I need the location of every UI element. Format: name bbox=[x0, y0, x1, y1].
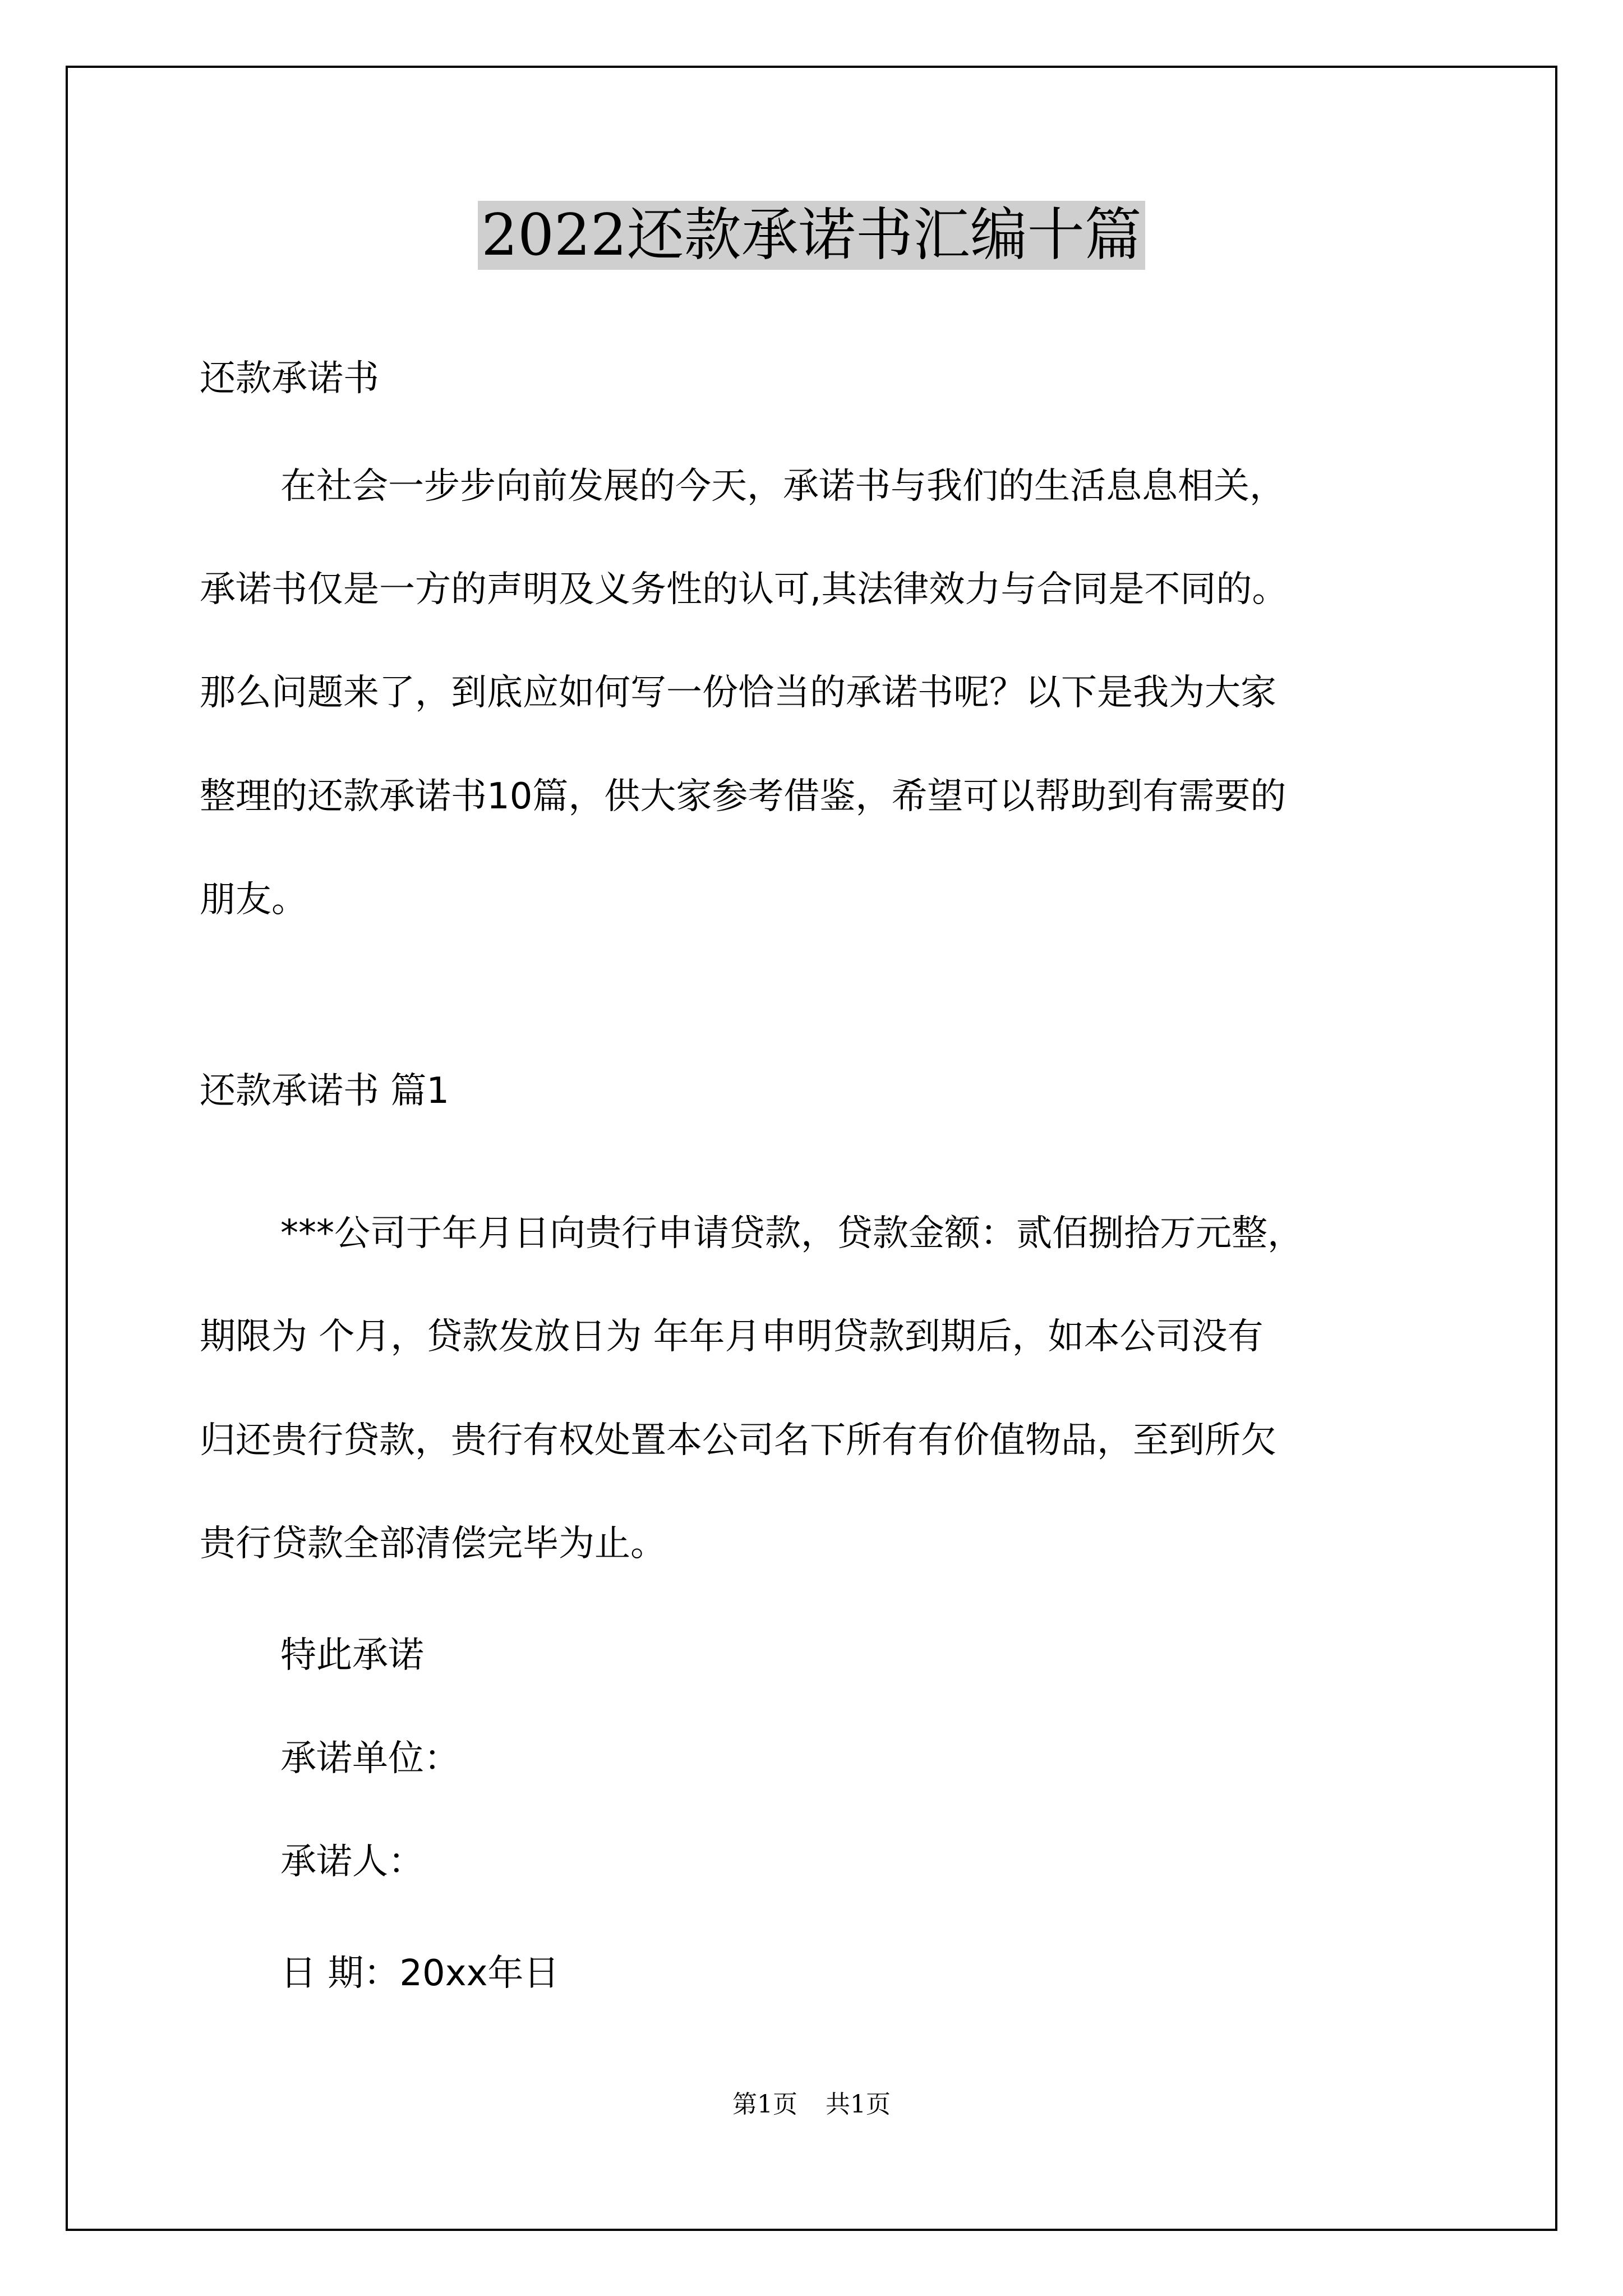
part1-line-1: ***公司于年月日向贵行申请贷款，贷款金额：贰佰捌拾万元整， bbox=[280, 1213, 1303, 1254]
part1-line-2: 期限为 个月，贷款发放日为 年年月申明贷款到期后，如本公司没有 bbox=[200, 1316, 1264, 1358]
closing-statement: 特此承诺 bbox=[280, 1635, 424, 1676]
document-title bbox=[0, 196, 1623, 275]
promiser-label: 承诺人： bbox=[280, 1841, 424, 1883]
intro-line-2: 承诺书仅是一方的声明及义务性的认可,其法律效力与合同是不同的。 bbox=[200, 569, 1288, 610]
page-number: 第1页 bbox=[732, 2090, 797, 2119]
section-heading: 还款承诺书 bbox=[200, 358, 379, 399]
intro-line-1: 在社会一步步向前发展的今天，承诺书与我们的生活息息相关， bbox=[280, 466, 1285, 507]
page-footer bbox=[0, 2088, 1623, 2122]
page-total: 共1页 bbox=[826, 2090, 891, 2119]
part1-line-3: 归还贵行贷款，贵行有权处置本公司名下所有有价值物品，至到所欠 bbox=[200, 1420, 1276, 1461]
part1-line-4: 贵行贷款全部清偿完毕为止。 bbox=[200, 1523, 666, 1565]
part1-heading: 还款承诺书 篇1 bbox=[200, 1070, 450, 1112]
intro-line-4: 整理的还款承诺书10篇，供大家参考借鉴，希望可以帮助到有需要的 bbox=[200, 776, 1287, 817]
date-line: 日 期：20xx年日 bbox=[280, 1953, 560, 1994]
intro-line-3: 那么问题来了，到底应如何写一份恰当的承诺书呢？以下是我为大家 bbox=[200, 672, 1276, 714]
intro-line-5: 朋友。 bbox=[200, 879, 307, 921]
promise-unit-label: 承诺单位： bbox=[280, 1738, 460, 1779]
title-text: 2022还款承诺书汇编十篇 bbox=[478, 201, 1145, 270]
